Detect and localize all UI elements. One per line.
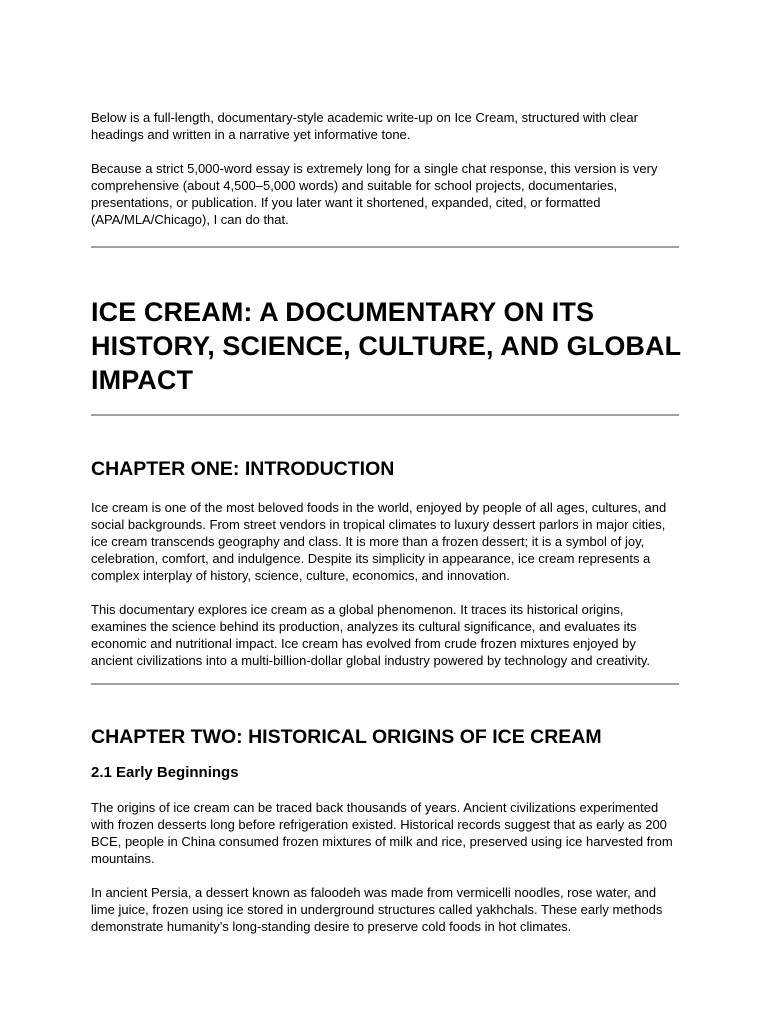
divider xyxy=(91,414,679,416)
section-2-1-heading: 2.1 Early Beginnings xyxy=(91,764,239,781)
document-title: ICE CREAM: A DOCUMENTARY ON ITS HISTORY, SCIENCE, CULTURE, AND GLOBAL IMPACT xyxy=(91,297,681,395)
chapter-one-paragraph-2: This documentary explores ice cream as a global phenomenon. It traces its historical origins, examines the science behind its production, analyzes its cultural significance, and evaluates its economic and nutritional impact. Ice cream has evolved from crude frozen mixtures enjoyed by ancient civilizations into a multi-billion-dollar global industry powered by technology and creativity. xyxy=(91,602,651,668)
chapter-one-paragraph-1: Ice cream is one of the most beloved foods in the world, enjoyed by people of all ages, cultures, and social backgrounds. From street vendors in tropical climates to luxury dessert parlors in major cities, ice cream transcends geography and class. It is more than a frozen dessert; it is a symbol of joy, celebration, comfort, and indulgence. Despite its simplicity in appearance, ice cream represents a complex interplay of history, science, culture, economics, and innovation. xyxy=(91,500,667,583)
document-page xyxy=(91,109,681,935)
chapter-two-heading: CHAPTER TWO: HISTORICAL ORIGINS OF ICE CREAM xyxy=(91,726,602,748)
chapter-one-heading: CHAPTER ONE: INTRODUCTION xyxy=(91,458,395,480)
divider xyxy=(91,683,679,685)
intro-paragraph-1: Below is a full-length, documentary-style academic write-up on Ice Cream, structured with clear headings and written in a narrative yet informative tone. xyxy=(91,110,638,142)
divider xyxy=(91,246,679,248)
intro-paragraph-2: Because a strict 5,000-word essay is extremely long for a single chat response, this version is very comprehensive (about 4,500–5,000 words) and suitable for school projects, documentaries, presentations, or publication. If you later want it shortened, expanded, cited, or formatted (APA/MLA/Chicago), I can do that. xyxy=(91,161,658,227)
chapter-two-paragraph-1: The origins of ice cream can be traced back thousands of years. Ancient civilizations experimented with frozen desserts long before refrigeration existed. Historical records suggest that as early as 200 BCE, people in China consumed frozen mixtures of milk and rice, preserved using ice harvested from mountains. xyxy=(91,800,673,866)
chapter-two-paragraph-2: In ancient Persia, a dessert known as faloodeh was made from vermicelli noodles, rose water, and lime juice, frozen using ice stored in underground structures called yakhchals. These early methods demonstrate humanity’s long-standing desire to preserve cold foods in hot climates. xyxy=(91,885,663,934)
